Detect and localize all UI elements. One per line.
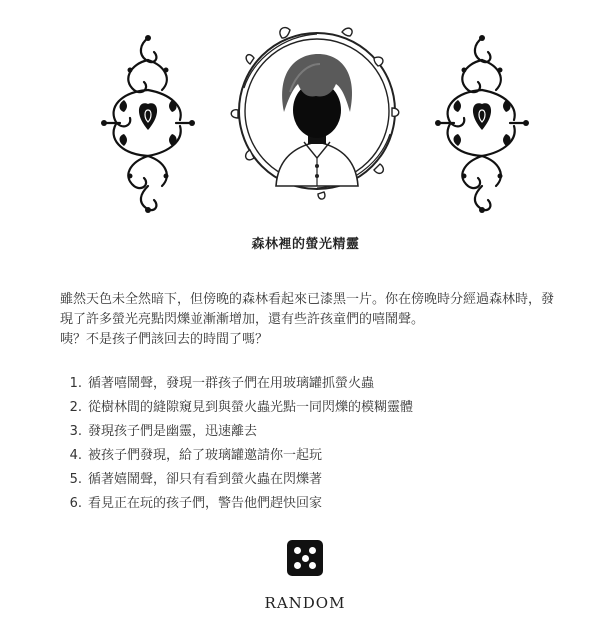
choice-text: 被孩子們發現，給了玻璃罐邀請你一起玩 — [88, 448, 323, 463]
choice-item-2[interactable] — [62, 396, 562, 420]
choice-number: 2. — [69, 400, 82, 415]
choice-item-1[interactable] — [62, 372, 562, 396]
choice-number: 3. — [69, 424, 82, 439]
dice-five-icon[interactable] — [287, 540, 323, 576]
choice-text: 看見正在玩的孩子們，警告他們趕快回家 — [88, 496, 323, 511]
choice-text: 循著嘻鬧聲，發現一群孩子們在用玻璃罐抓螢火蟲 — [88, 376, 375, 391]
random-button[interactable] — [255, 535, 355, 615]
header-artwork — [0, 0, 611, 215]
choice-text: 從樹林間的縫隙窺見到與螢火蟲光點一同閃爍的模糊靈體 — [88, 400, 414, 415]
choice-text: 循著嬉鬧聲，卻只有看到螢火蟲在閃爍著 — [88, 472, 323, 487]
choice-text: 發現孩子們是幽靈，迅速離去 — [88, 424, 258, 439]
random-label: RANDOM — [264, 594, 346, 612]
choice-item-4[interactable] — [62, 444, 562, 468]
page-title: 森林裡的螢光精靈 — [251, 237, 360, 252]
choice-item-3[interactable] — [62, 420, 562, 444]
choice-item-5[interactable] — [62, 468, 562, 492]
choice-number: 1. — [69, 376, 82, 391]
story-text — [60, 290, 560, 350]
choice-number: 5. — [69, 472, 82, 487]
character-portrait — [224, 18, 410, 204]
choice-item-6[interactable] — [62, 492, 562, 516]
choice-list — [62, 372, 562, 516]
choice-number: 4. — [69, 448, 82, 463]
story-paragraph: 雖然天色未全然暗下，但傍晚的森林看起來已漆黑一片。你在傍晚時分經過森林時，發現了許多螢光亮點閃爍並漸漸增加，還有些許孩童們的嘻鬧聲。 — [60, 292, 555, 327]
right-ornament-icon — [434, 30, 530, 216]
story-question: 咦？不是孩子們該回去的時間了嗎？ — [60, 332, 269, 347]
choice-number: 6. — [69, 496, 82, 511]
left-ornament-icon — [100, 30, 196, 216]
